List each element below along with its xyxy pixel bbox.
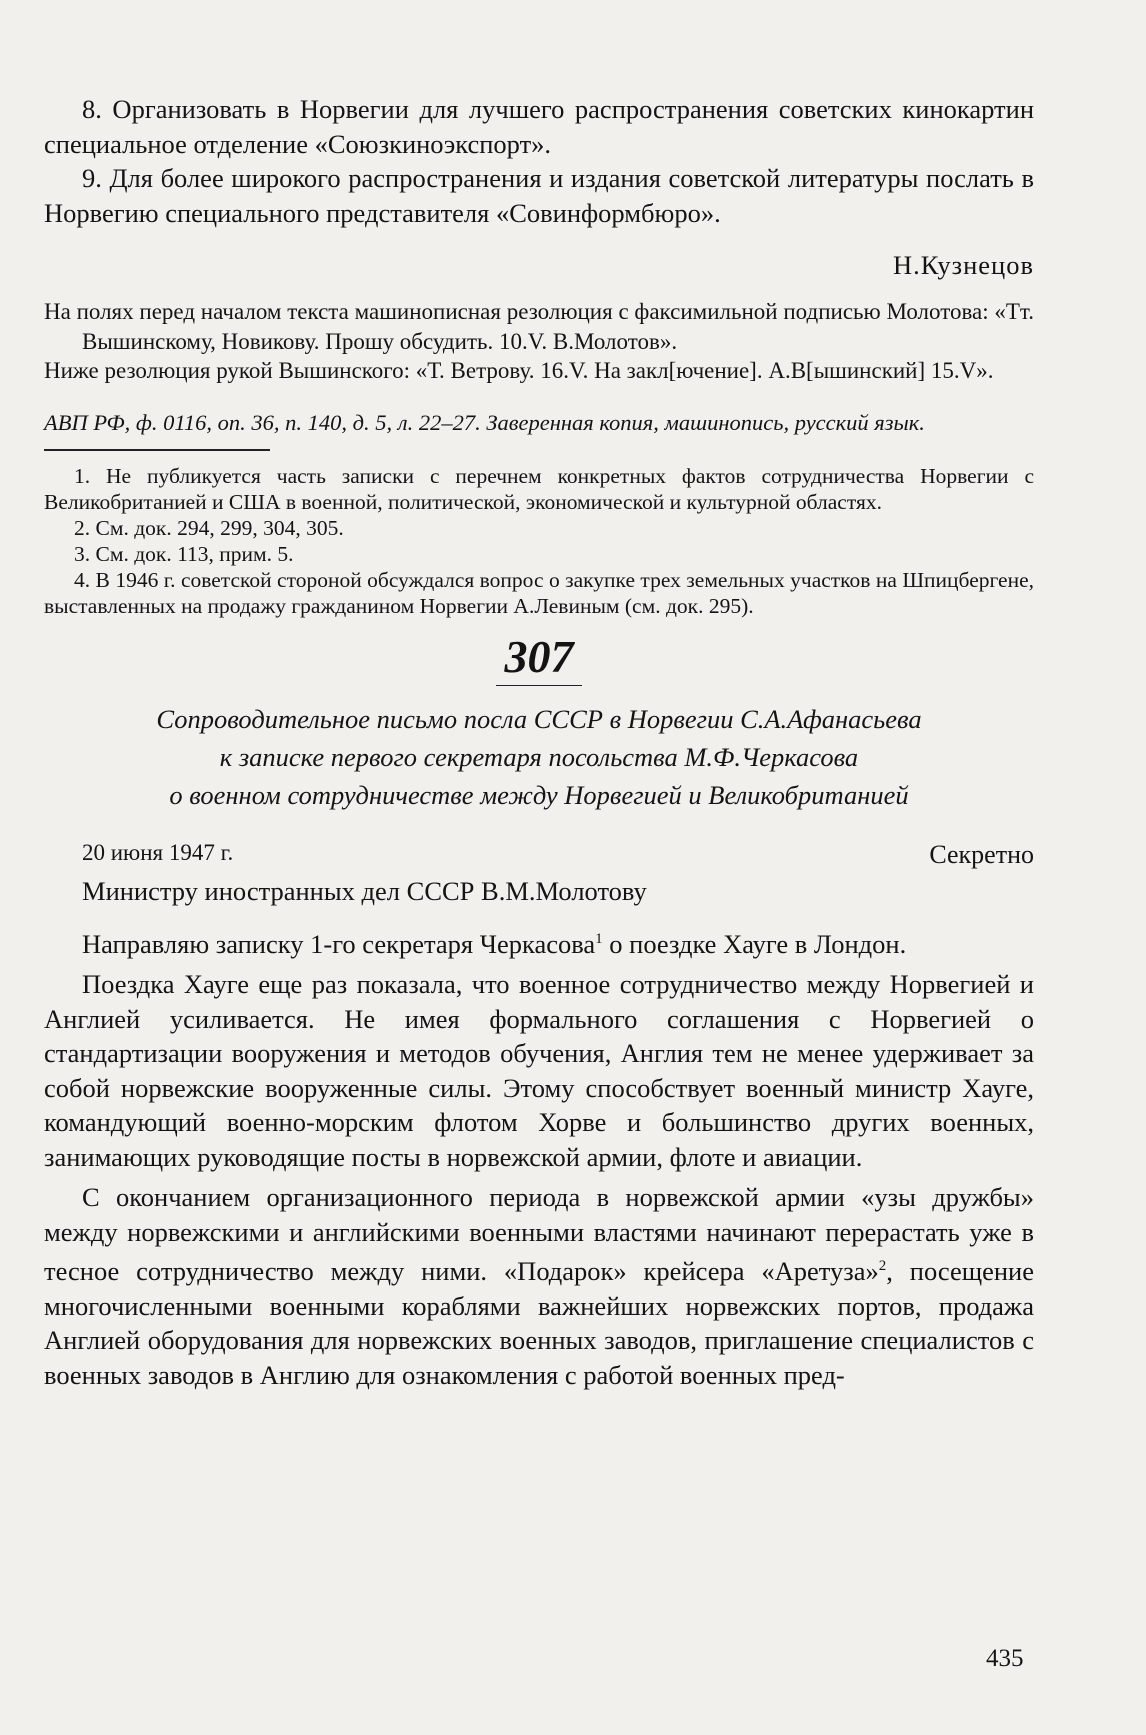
paragraph-9: 9. Для более широкого распространения и издания советской литературы послать в Норвегию специального представителя «Совинформбюро». [44, 163, 1034, 228]
archive-source: АВП РФ, ф. 0116, оп. 36, п. 140, д. 5, л. 22–27. Заверенная копия, машинопись, русский язык. [44, 409, 925, 435]
date-line [44, 840, 1034, 870]
letter-paragraph-1 [44, 922, 1034, 961]
signature: Н.Кузнецов [892, 250, 1034, 280]
letter-p1-text-b: о поездке Хауге в Лондон. [602, 928, 907, 959]
paragraph-8: 8. Организовать в Норвегии для лучшего распространения советских кинокартин специальное отделение «Союзкиноэкспорт». [44, 94, 1034, 159]
footnote-ref-2: 2 [878, 1258, 887, 1275]
document-page [44, 92, 1034, 1392]
doc-title-line-1: Сопроводительное письмо посла СССР в Норвегии С.А.Афанасьева [156, 703, 922, 734]
letter-p3-text-b: , посещение многочисленными военными кораблями важнейших норвежских портов, продажа Англией оборудования для норвежских военных заводов, приглашение специалистов с военных заводов в Англию для ознакомления с работой военных пред- [44, 1256, 1034, 1390]
classification-mark: Секретно [929, 839, 1034, 869]
addressee: Министру иностранных дел СССР В.М.Молотову [82, 875, 647, 906]
doc-title-line-3: о военном сотрудничестве между Норвегией и Великобританией [169, 779, 909, 810]
doc-title-line-2: к записке первого секретаря посольства М.Ф.Черкасова [219, 741, 859, 772]
letter-p3-text-a: С окончанием организационного периода в норвежской армии «узы дружбы» между норвежскими и английскими военными властями начинают перерастать уже в тесное сотрудничество между ними. «Подарок» крейсера «Аретуза» [44, 1182, 1034, 1287]
letter-paragraph-3 [44, 1180, 1034, 1392]
letter-p1-text-a: Направляю записку 1-го секретаря Черкасова [82, 928, 596, 959]
document-number-underline [496, 685, 582, 686]
document-date: 20 июня 1947 г. [82, 839, 234, 865]
resolution-note-1: На полях перед началом текста машинописная резолюция с факсимильной подписью Молотова: «Тт. Вышинскому, Новикову. Прошу обсудить. 10.V. В.Молотов». [44, 299, 1034, 354]
footnote-3: 3. См. док. 113, прим. 5. [74, 541, 294, 566]
footnote-ref-1: 1 [595, 931, 603, 947]
document-number: 307 [504, 630, 574, 682]
page-number: 435 [986, 1645, 1024, 1672]
footnote-2: 2. См. док. 294, 299, 304, 305. [74, 515, 344, 540]
footnote-1: 1. Не публикуется часть записки с перечнем конкретных фактов сотрудничества Норвегии с Великобританией и США в военной, политической, экономической и культурной областях. [44, 463, 1034, 514]
resolution-note-2: Ниже резолюция рукой Вышинского: «Т. Ветрову. 16.V. На закл[ючение]. А.В[ышинский] 15.V». [44, 358, 994, 383]
letter-paragraph-2: Поездка Хауге еще раз показала, что военное сотрудничество между Норвегией и Англией усиливается. Не имея формального соглашения с Норвегией о стандартизации вооружения и методов обучения, Англия тем не менее удерживает за собой норвежские вооруженные силы. Этому способствует военный министр Хауге, командующий военно-морским флотом Хорве и большинство других военных, занимающих руководящие посты в норвежской армии, флоте и авиации. [44, 969, 1034, 1172]
footnote-4: 4. В 1946 г. советской стороной обсуждался вопрос о закупке трех земельных участков на Шпицбергене, выставленных на продажу гражданином Норвегии А.Левиным (см. док. 295). [44, 567, 1034, 618]
footnote-divider [44, 449, 270, 451]
